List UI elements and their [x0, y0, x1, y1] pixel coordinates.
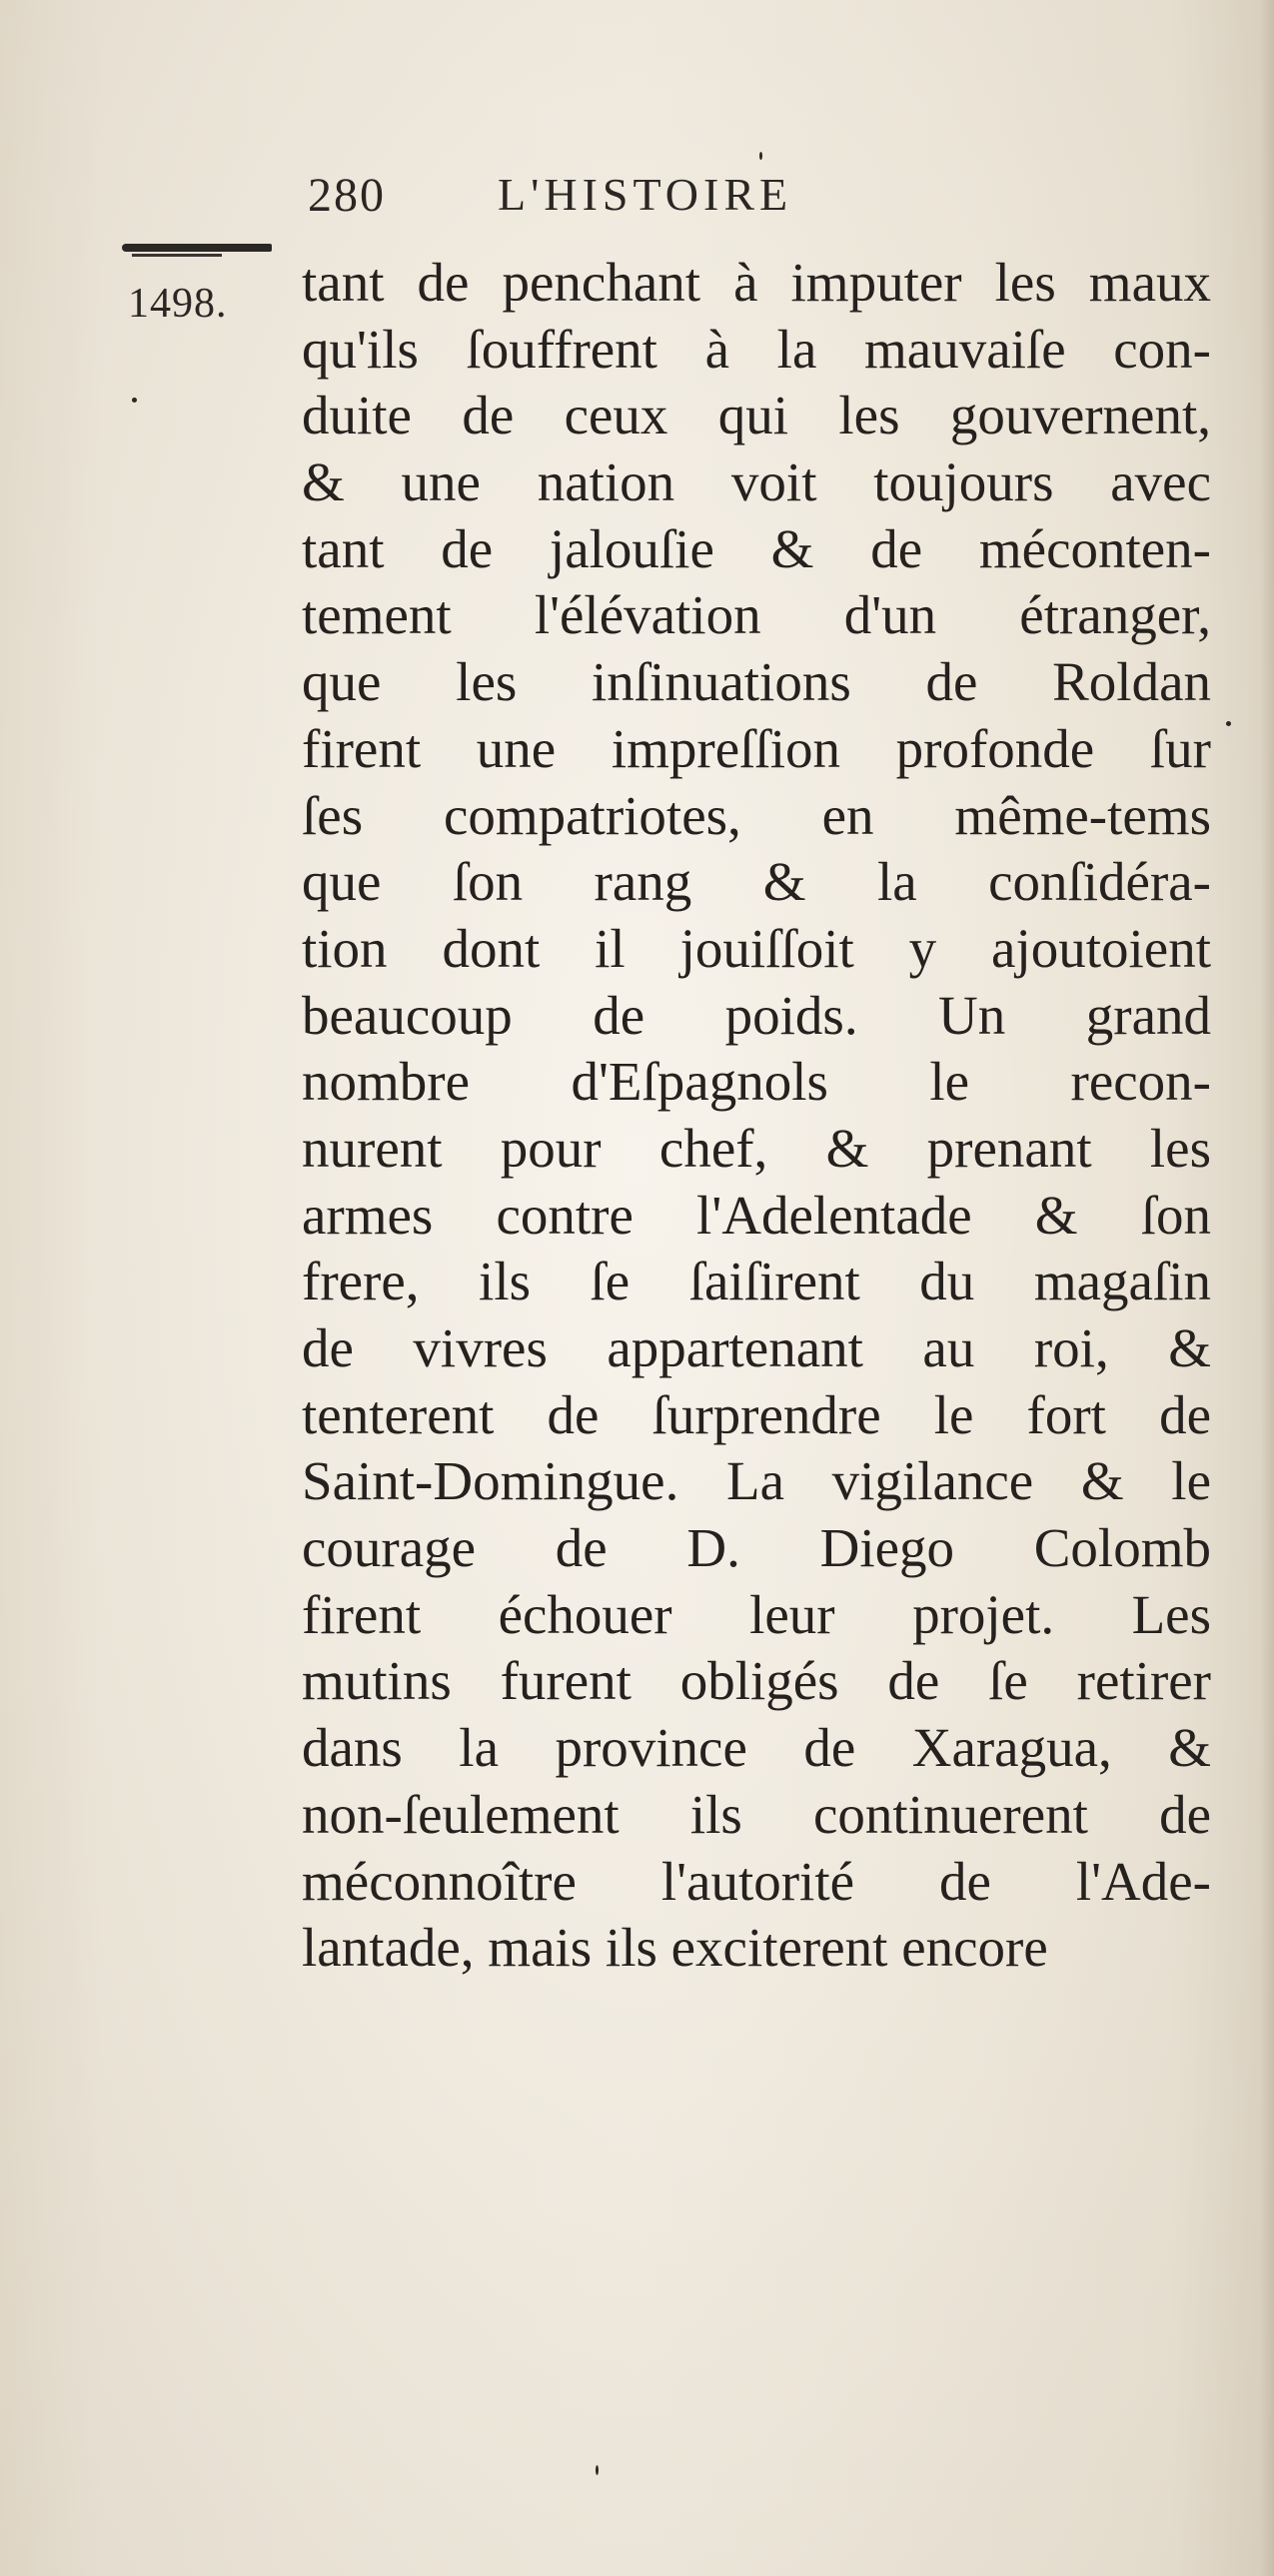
text-line: frere, ils ſe ſaiſirent du magaſin [302, 1251, 1211, 1312]
text-line: non-ſeulement ils continuerent de [302, 1783, 1211, 1845]
text-line: firent une impreſſion profonde ſur [302, 717, 1211, 779]
body-text [302, 250, 1211, 1982]
text-line: tenterent de ſurprendre le fort de [302, 1383, 1211, 1445]
text-line: de vivres appartenant au roi, & [302, 1317, 1211, 1378]
text-line: tant de penchant à imputer les maux [302, 252, 1211, 313]
text-line: lantade, mais ils exciterent encore [302, 1917, 1048, 1979]
running-title: L'HISTOIRE [498, 169, 793, 220]
text-line: tion dont il jouiſſoit y ajoutoient [302, 917, 1211, 979]
text-line: courage de D. Diego Colomb [302, 1517, 1211, 1579]
ink-speck [759, 152, 762, 160]
text-line: duite de ceux qui les gouvernent, [302, 385, 1211, 446]
margin-year-note: 1498. [128, 281, 228, 327]
text-line: tant de jalouſie & de méconten- [302, 517, 1211, 579]
text-line: Saint-Domingue. La vigilance & le [302, 1450, 1211, 1512]
text-line: armes contre l'Adelentade & ſon [302, 1184, 1211, 1246]
ink-speck [596, 2465, 599, 2475]
ink-speck [132, 398, 137, 403]
text-line: méconnoître l'autorité de l'Ade- [302, 1850, 1211, 1912]
text-line: nombre d'Eſpagnols le recon- [302, 1051, 1211, 1113]
text-line: ſes compatriotes, en même-tems [302, 784, 1211, 846]
text-line: mutins furent obligés de ſe retirer [302, 1650, 1211, 1712]
text-line: & une nation voit toujours avec [302, 451, 1211, 513]
running-head [308, 168, 1067, 228]
text-line: qu'ils ſouffrent à la mauvaiſe con- [302, 318, 1211, 380]
text-line: dans la province de Xaragua, & [302, 1717, 1211, 1779]
text-line: tement l'élévation d'un étranger, [302, 584, 1211, 646]
page-edge-shadow [1260, 0, 1274, 2576]
text-line: que les inſinuations de Roldan [302, 651, 1211, 713]
text-line: nurent pour chef, & prenant les [302, 1117, 1211, 1179]
text-line: beaucoup de poids. Un grand [302, 984, 1211, 1046]
ink-speck [1226, 721, 1231, 726]
text-line: firent échouer leur projet. Les [302, 1583, 1211, 1645]
margin-rule-ornament [122, 244, 272, 252]
page-number: 280 [308, 169, 386, 222]
text-line: que ſon rang & la conſidéra- [302, 851, 1211, 913]
